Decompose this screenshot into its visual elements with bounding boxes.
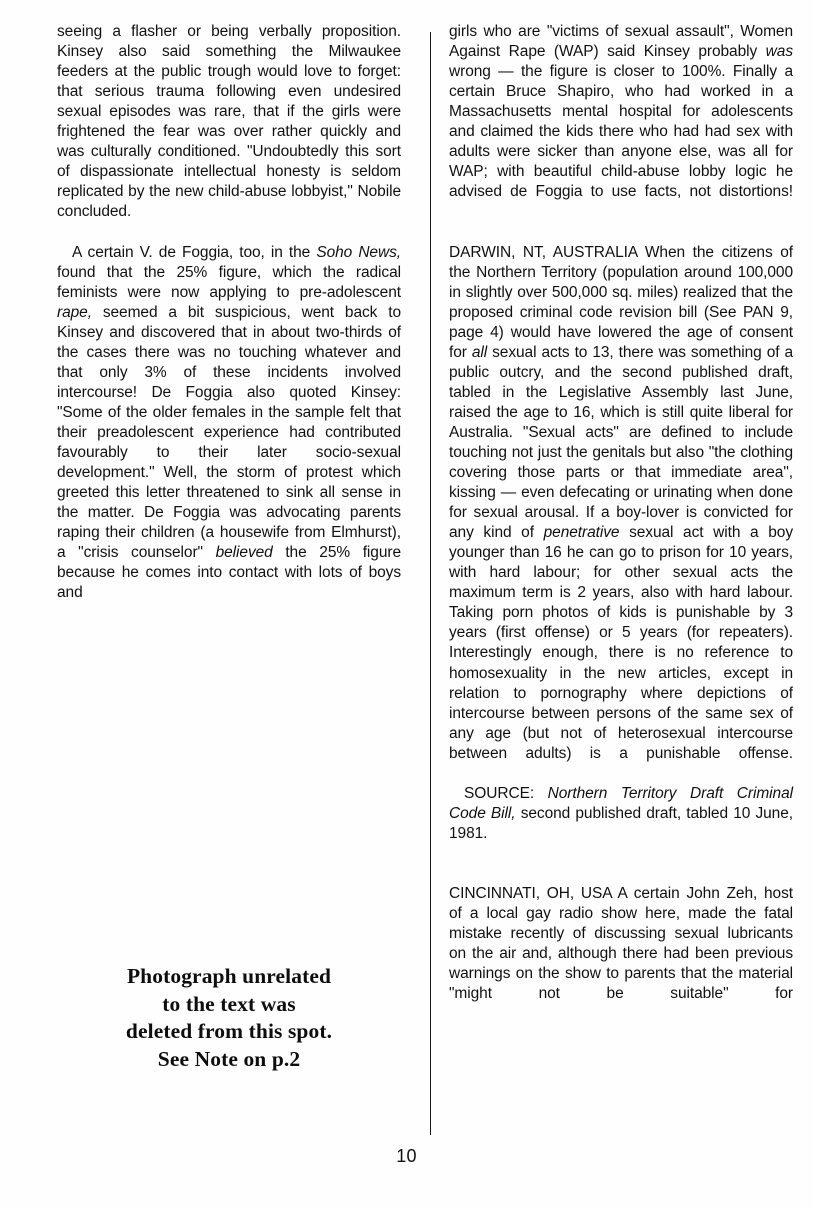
text-run: sexual acts to 13, there was something of a public outcry, and the second published draft, tabled in the Legislative Assembly last June, raised the age to 16, which is still quite liberal for Australia. "Sexual acts" are defined to include touching not just the genitals but also "the clothing covering those parts or that immediate area", kissing — even defecating or urinating when done for sexual arousal. If a boy-lover is convicted for any kind of [449,343,793,542]
paragraph-darwin-source [449,784,793,864]
text-run: CINCINNATI, OH, USA A certain John Zeh, host of a local gay radio show here, made the fatal mistake recently of discussing sexual lubricants on the air and, although there had been previous warnings on the show to parents that the material "might not be suitable" for [449,885,793,1003]
photo-note-line-4: See Note on p.2 [157,1046,301,1071]
right-text-column [449,22,793,1024]
emphasis-run: Soho News, [316,243,401,261]
text-run: SOURCE: [464,784,548,802]
emphasis-run: all [471,343,488,361]
emphasis-run: was [765,43,793,61]
text-run: wrong — the figure is closer to 100%. Finally a certain Bruce Shapiro, who had worked in a Massachusetts mental hospital for adolescents and claimed the kids there who had had sex with adults were sicker than anyone else, was all for WAP; with beautiful child-abuse lobby logic he advised de Foggia to use facts, not distortions! [449,63,793,201]
column-divider-rule [430,32,431,1135]
text-run: second published draft, tabled 10 June, 1981. [449,804,793,842]
left-text-column [57,22,401,623]
photo-note-line-2: to the text was [162,991,296,1016]
emphasis-run: penetrative [543,524,620,542]
text-run: seemed a bit suspicious, went back to Kinsey and discovered that in about two-thirds of the cases there was no touching whatever and that only 3% of these incidents involved intercourse! De Foggia also quoted Kinsey: "Some of the older females in the sample felt that their preadolescent experience had contributed favourably to their later socio-sexual development." Well, the storm of protest which greeted this letter threatened to sink all sense in the matter. De Foggia was advocating parents raping their children (a housewife from Elmhurst), a "crisis counselor" [57,303,401,562]
photo-note-line-3: deleted from this spot. [125,1019,333,1043]
paragraph-darwin [449,243,793,784]
text-run: found that the 25% figure, which the radical feminists were now applying to pre-adolescent [57,263,401,301]
text-run: girls who are "victims of sexual assault", Women Against Rape (WAP) said Kinsey probably [449,23,793,61]
text-run: sexual act with a boy younger than 16 he can go to prison for 10 years, with hard labour; for other sexual acts the maximum term is 2 years, also with hard labour. Taking porn photos of kids is punishable by 3 years (first offense) or 5 years (for repeaters). Interestingly enough, there is no reference to homosexuality in the new articles, except in relation to pornography where depictions of intercourse between persons of the same sex of any age (but not of heterosexual intercourse between adults) is a punishable offense. [449,524,793,762]
paragraph-wap-shapiro [449,22,793,222]
emphasis-run: Northern Territory Draft Criminal Code Bill, [449,784,793,822]
text-run: the 25% figure because he comes into contact with lots of boys and [57,544,401,602]
photo-note-line-1: Photograph unrelated [126,964,332,988]
deleted-photograph-note [57,963,401,1073]
emphasis-run: rape, [57,303,92,321]
paragraph-kinsey-nobile [57,22,401,243]
emphasis-run: believed [215,544,273,562]
text-run: A certain V. de Foggia, too, in the [72,243,317,261]
page-number: 10 [396,1146,417,1166]
paragraph-de-foggia [57,243,401,624]
text-run: DARWIN, NT, AUSTRALIA When the citizens of the Northern Territory (population around 100,000 in slightly over 500,000 sq. miles) realized that the proposed criminal code revision bill (See PAN 9, page 4) would have lowered the age of consent for [449,243,793,361]
text-run: seeing a flasher or being verbally proposition. Kinsey also said something the Milwaukee feeders at the public trough would love to forget: that serious trauma following even undesired sexual episodes was rare, that if the girls were frightened the fear was over rather quickly and was culturally conditioned. "Undoubtedly this sort of dispassionate intellectual honesty is seldom replicated by the new child-abuse lobbyist," Nobile concluded. [57,23,401,221]
paragraph-cincinnati [449,884,793,1024]
